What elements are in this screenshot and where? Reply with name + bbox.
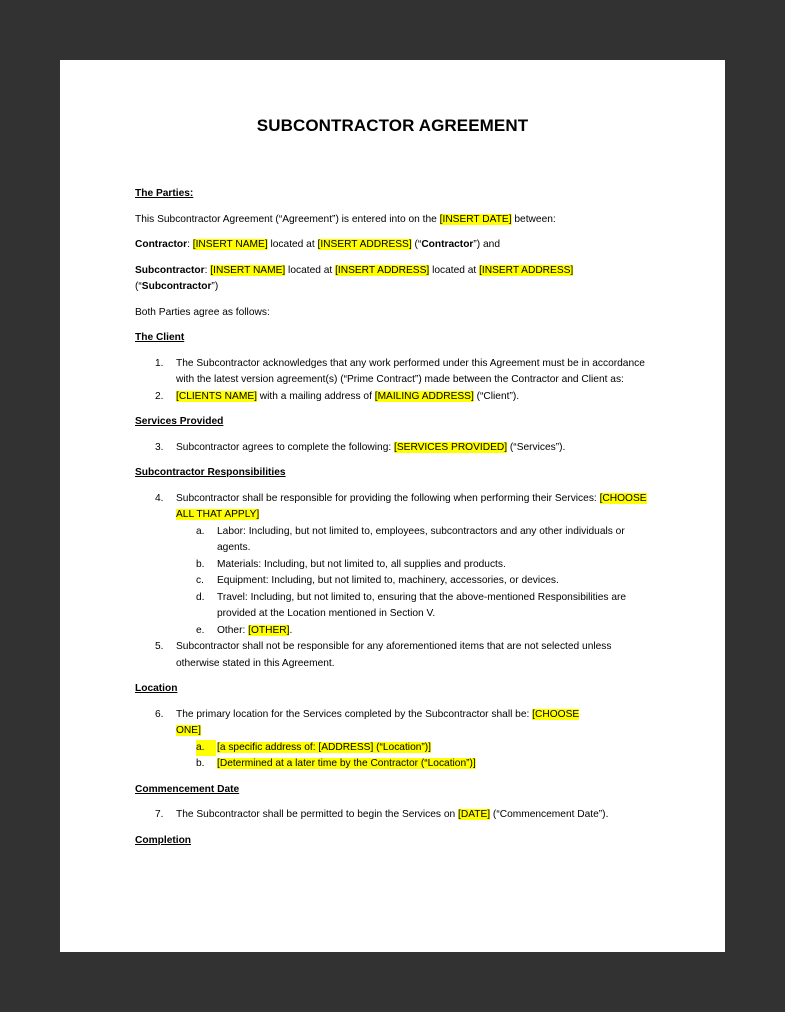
item-text: with a mailing address of — [256, 390, 375, 402]
sub-item-letter: b. — [196, 758, 205, 769]
sub-list-item — [135, 524, 647, 557]
sub-item-text: Equipment: Including, but not limited to, machinery, accessories, or devices. — [217, 575, 559, 586]
placeholder-other: [OTHER] — [248, 624, 290, 636]
sub-list-item — [135, 573, 647, 590]
agree-line: Both Parties agree as follows: — [135, 306, 270, 318]
subcontractor-line — [135, 263, 647, 296]
section-heading-completion: Completion — [135, 834, 192, 846]
item-number: 4. — [155, 492, 164, 504]
list-item — [135, 389, 647, 406]
item-text: Subcontractor shall be responsible for providing the following when performing their Services: — [176, 492, 600, 504]
sub-item-text: Labor: Including, but not limited to, employees, subcontractors and any other individuals or agents. — [217, 525, 625, 553]
sub-item-letter: e. — [196, 624, 205, 636]
item-number: 1. — [155, 357, 164, 369]
sub-list-item — [135, 740, 647, 757]
document-page — [60, 60, 725, 952]
list-item — [135, 807, 647, 824]
sub-item-letter: a. — [196, 525, 205, 537]
subcontractor-defined-term: Subcontractor — [141, 281, 212, 292]
placeholder-sub-name: [INSERT NAME] — [210, 264, 286, 276]
sub-item-letter: a. — [196, 740, 216, 757]
item-number: 7. — [155, 809, 164, 820]
list-item — [135, 440, 647, 457]
item-number: 2. — [155, 390, 164, 402]
located-at-text: located at — [285, 264, 336, 276]
placeholder-determined-later: [Determined at a later time by the Contractor (“Location”)] — [217, 758, 476, 769]
item-number: 3. — [155, 441, 164, 453]
sub-item-tail: . — [289, 624, 293, 636]
placeholder-sub-address-2: [INSERT ADDRESS] — [479, 264, 574, 276]
parties-intro — [135, 212, 647, 229]
placeholder-choose-all: [CHOOSE ALL THAT APPLY] — [176, 492, 647, 520]
item-tail: (“Commencement Date”). — [490, 809, 609, 820]
item-number: 6. — [155, 708, 164, 720]
item-text: The Subcontractor shall be permitted to begin the Services on — [176, 809, 459, 820]
sub-list-item — [135, 756, 647, 773]
sub-item-text: Materials: Including, but not limited to, all supplies and products. — [217, 558, 506, 570]
sub-item-letter: c. — [196, 575, 204, 586]
sub-list-item — [135, 557, 647, 574]
section-heading-client: The Client — [135, 332, 185, 343]
section-heading-parties: The Parties: — [135, 188, 194, 199]
placeholder-choose-one: [CHOOSE — [532, 708, 580, 720]
section-heading-services: Services Provided — [135, 416, 224, 427]
intro-tail: between: — [511, 213, 556, 225]
subcontractor-label: Subcontractor — [135, 264, 205, 276]
list-item — [135, 707, 647, 740]
item-text: Subcontractor agrees to complete the following: — [176, 441, 395, 453]
section-heading-commencement: Commencement Date — [135, 783, 240, 795]
list-item — [135, 356, 647, 389]
contractor-label: Contractor — [135, 239, 188, 250]
sub-item-text: Other: — [217, 624, 249, 636]
placeholder-insert-date: [INSERT DATE] — [439, 213, 512, 225]
placeholder-contractor-name: [INSERT NAME] — [192, 239, 268, 250]
item-text: Subcontractor shall not be responsible for any aforementioned items that are not selected unless otherwise stated in this Agreement. — [176, 641, 612, 669]
placeholder-date: [DATE] — [458, 809, 491, 820]
located-at-text: located at — [429, 264, 480, 276]
located-at-text: located at — [267, 239, 318, 250]
placeholder-sub-address-1: [INSERT ADDRESS] — [335, 264, 430, 276]
sub-item-letter: b. — [196, 558, 205, 570]
placeholder-clients-name: [CLIENTS NAME] — [176, 390, 257, 402]
colon: : — [204, 264, 211, 276]
placeholder-services-provided: [SERVICES PROVIDED] — [394, 441, 508, 453]
subcontractor-tail: ”) — [211, 281, 219, 292]
document-body — [135, 186, 647, 849]
item-text: The primary location for the Services completed by the Subcontractor shall be: — [176, 708, 533, 720]
quote-open: (“ — [135, 281, 142, 292]
quote-open: (“ — [411, 239, 422, 250]
list-item — [135, 639, 647, 672]
placeholder-specific-address: [a specific address of: [ADDRESS] (“Location”)] — [217, 741, 432, 753]
section-heading-location: Location — [135, 683, 178, 694]
placeholder-contractor-address: [INSERT ADDRESS] — [317, 239, 412, 250]
item-tail: (“Client”). — [473, 390, 520, 402]
contractor-line — [135, 237, 647, 254]
contractor-tail: ”) and — [473, 239, 501, 250]
section-heading-responsibilities: Subcontractor Responsibilities — [135, 467, 286, 478]
item-text: The Subcontractor acknowledges that any work performed under this Agreement must be in accordance with the latest version agreement(s) (“Prime Contract”) made between the Contractor and Client as: — [176, 357, 645, 385]
document-title: SUBCONTRACTOR AGREEMENT — [256, 116, 529, 135]
intro-text: This Subcontractor Agreement (“Agreement”) is entered into on the — [135, 213, 440, 225]
placeholder-mailing-address: [MAILING ADDRESS] — [374, 390, 474, 402]
colon: : — [187, 239, 193, 250]
item-tail: (“Services”). — [507, 441, 566, 453]
placeholder-choose-one-cont: ONE] — [176, 725, 201, 736]
contractor-defined-term: Contractor — [421, 239, 474, 250]
sub-item-letter: d. — [196, 591, 205, 603]
list-item — [135, 491, 647, 524]
sub-list-item — [135, 623, 647, 640]
sub-item-text: Travel: Including, but not limited to, ensuring that the above-mentioned Responsibilities are provided at the Location mentioned in Section V. — [217, 591, 627, 619]
item-number: 5. — [155, 641, 164, 652]
sub-list-item — [135, 590, 647, 623]
